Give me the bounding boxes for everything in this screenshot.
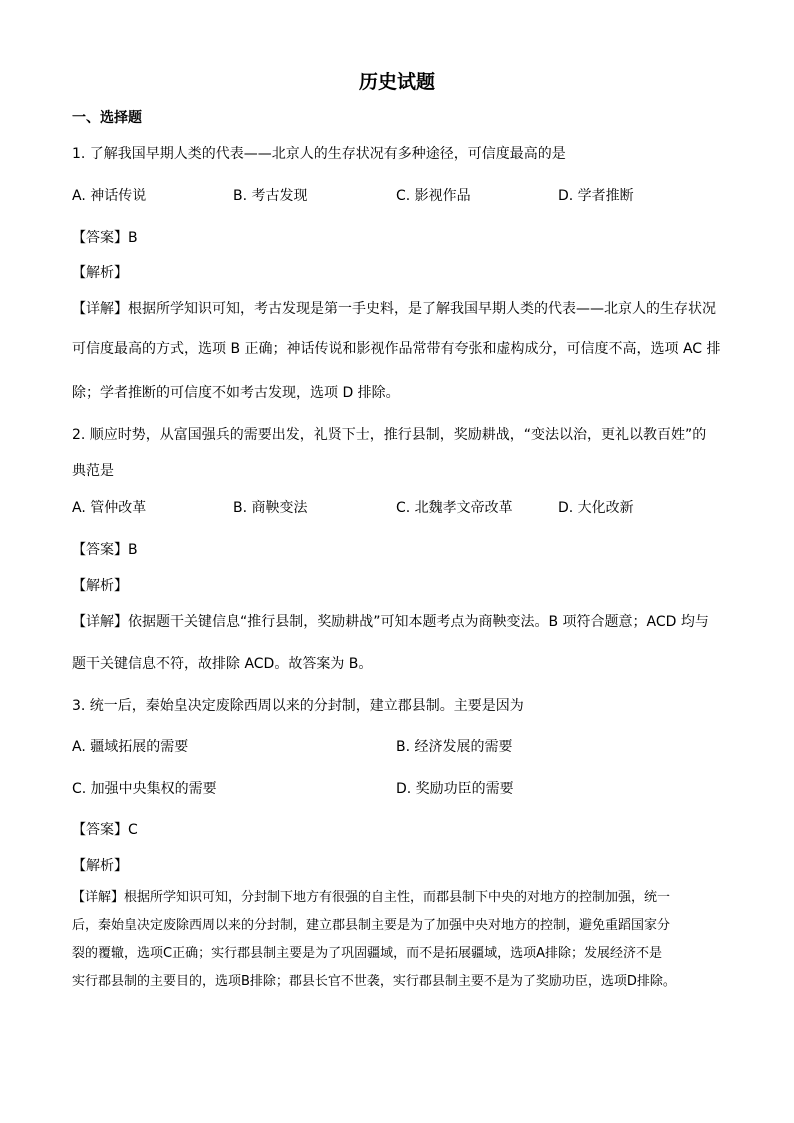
question-2-option-c: C. 北魏孝文帝改革 (396, 500, 513, 516)
question-2-option-a: A. 管仲改革 (72, 500, 147, 516)
question-1-detail-line: 除；学者推断的可信度不如考古发现，选项 D 排除。 (72, 385, 400, 401)
question-2-stem-line: 典范是 (72, 463, 114, 479)
question-1-answer: 【答案】B (72, 230, 138, 246)
page-title: 历史试题 (358, 71, 435, 93)
question-3-option-a: A. 疆域拓展的需要 (72, 739, 189, 755)
question-2-analysis-label: 【解析】 (72, 578, 128, 594)
question-1-option-a: A. 神话传说 (72, 188, 147, 204)
question-1-option-b: B. 考古发现 (233, 188, 308, 204)
question-3-analysis-label: 【解析】 (72, 858, 128, 874)
question-3-detail-line: 实行郡县制的主要目的，选项B排除；郡县长官不世袭，实行郡县制主要不是为了奖励功臣，选项D排除。 (72, 974, 676, 989)
question-3-option-d: D. 奖励功臣的需要 (396, 781, 514, 797)
question-3-option-c: C. 加强中央集权的需要 (72, 781, 217, 797)
question-1-detail-line: 可信度最高的方式，选项 B 正确；神话传说和影视作品常带有夸张和虚构成分，可信度不高，选项 AC 排 (72, 341, 721, 357)
section-heading: 一、选择题 (72, 110, 142, 126)
question-1-detail-line: 【详解】根据所学知识可知，考古发现是第一手史料，是了解我国早期人类的代表——北京人的生存状况 (72, 301, 716, 317)
question-3-detail-line: 后，秦始皇决定废除西周以来的分封制，建立郡县制主要是为了加强中央对地方的控制，避免重蹈国家分 (72, 918, 671, 933)
question-3-answer: 【答案】C (72, 822, 138, 838)
question-2-option-d: D. 大化改新 (558, 500, 634, 516)
question-2-option-b: B. 商鞅变法 (233, 500, 308, 516)
question-1-option-d: D. 学者推断 (558, 188, 634, 204)
question-3-detail-line: 裂的覆辙，选项C正确；实行郡县制主要是为了巩固疆域，而不是拓展疆域，选项A排除；发展经济不是 (72, 946, 662, 961)
question-2-detail-line: 【详解】依据题干关键信息“推行县制，奖励耕战”可知本题考点为商鞅变法。B 项符合题意；ACD 均与 (72, 614, 709, 630)
question-1-analysis-label: 【解析】 (72, 265, 128, 281)
question-3-stem: 3. 统一后，秦始皇决定废除西周以来的分封制，建立郡县制。主要是因为 (72, 698, 524, 714)
question-1-option-c: C. 影视作品 (396, 188, 471, 204)
question-3-detail-line: 【详解】根据所学知识可知，分封制下地方有很强的自主性，而郡县制下中央的对地方的控制加强，统一 (72, 890, 671, 905)
question-3-option-b: B. 经济发展的需要 (396, 739, 513, 755)
question-2-detail-line: 题干关键信息不符，故排除 ACD。故答案为 B。 (72, 656, 373, 672)
question-2-answer: 【答案】B (72, 542, 138, 558)
question-2-stem-line: 2. 顺应时势，从富国强兵的需要出发，礼贤下士，推行县制，奖励耕战，“变法以治，更礼以教百姓”的 (72, 427, 707, 443)
question-1-stem: 1. 了解我国早期人类的代表——北京人的生存状况有多种途径，可信度最高的是 (72, 146, 566, 162)
